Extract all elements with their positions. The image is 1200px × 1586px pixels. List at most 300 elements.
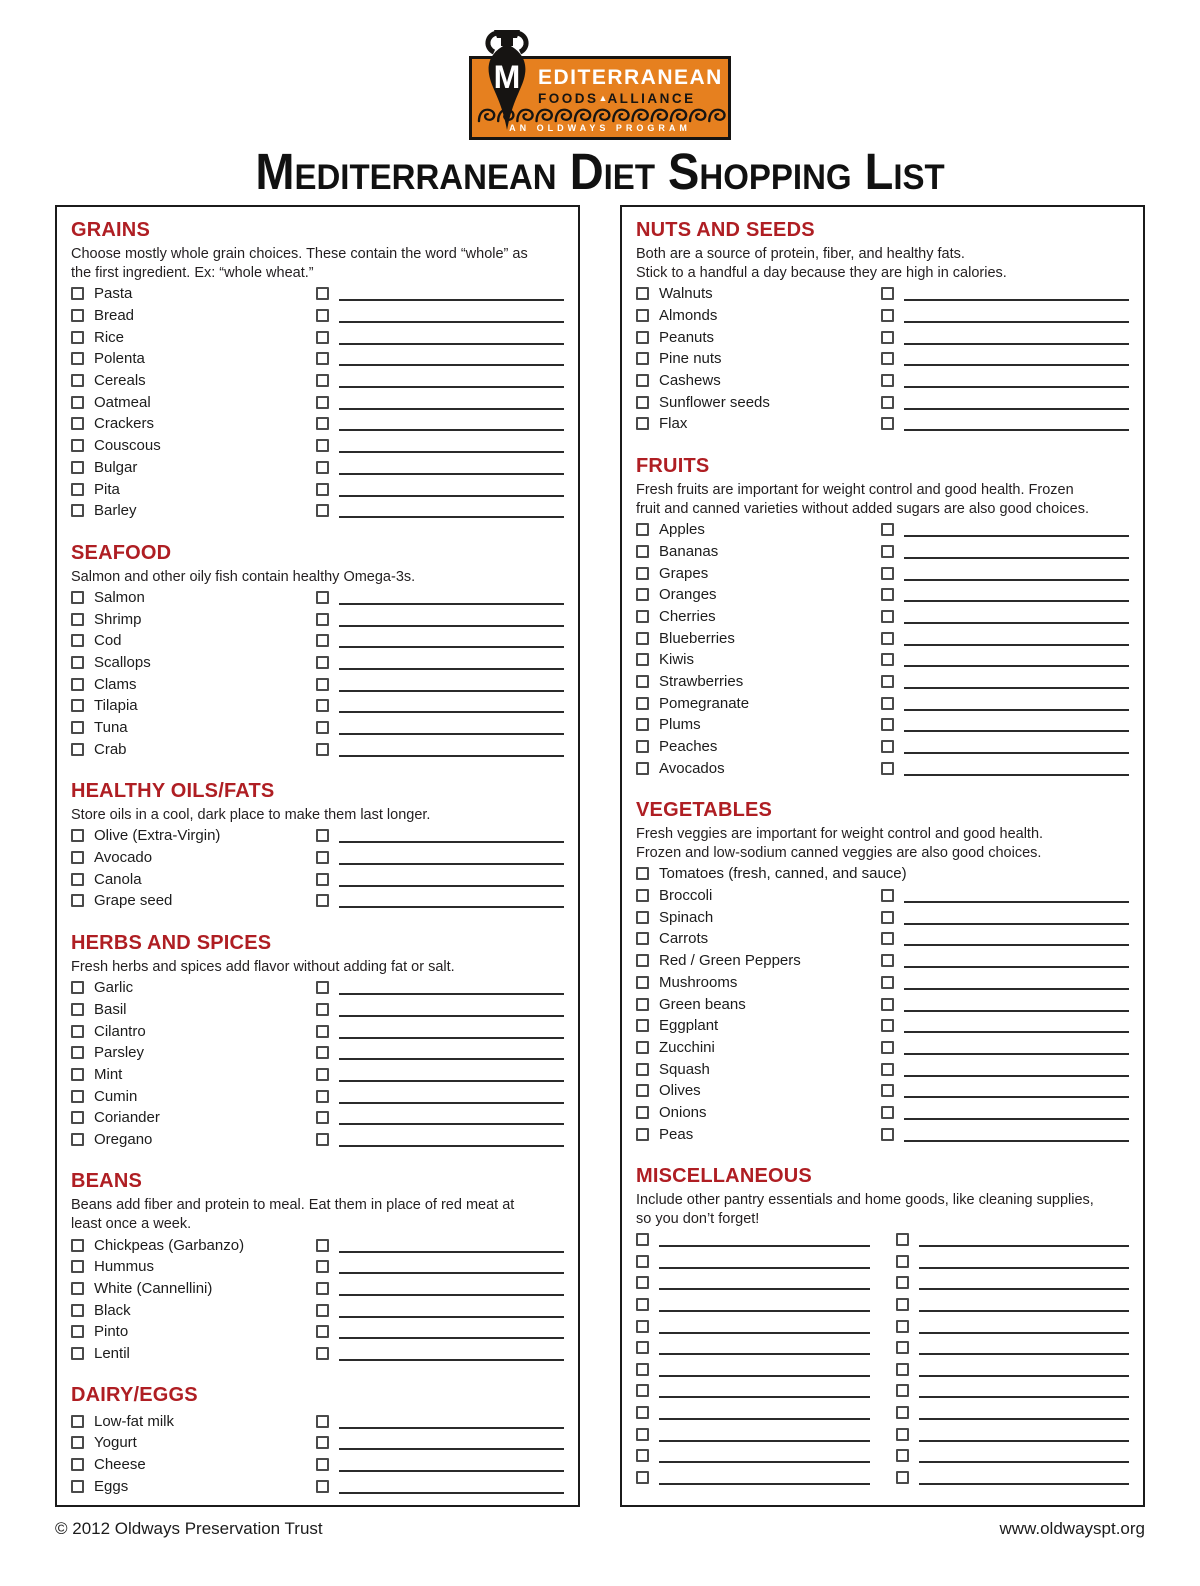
write-in-line[interactable] xyxy=(904,395,1129,410)
checkbox[interactable] xyxy=(896,1384,909,1397)
checkbox[interactable] xyxy=(636,1255,649,1268)
checkbox[interactable] xyxy=(636,1063,649,1076)
checkbox[interactable] xyxy=(881,632,894,645)
checkbox[interactable] xyxy=(881,697,894,710)
checkbox[interactable] xyxy=(316,504,329,517)
write-in-line[interactable] xyxy=(339,1435,564,1450)
checkbox[interactable] xyxy=(71,1239,84,1252)
write-in-line[interactable] xyxy=(339,395,564,410)
write-in-line[interactable] xyxy=(339,1132,564,1147)
write-in-line[interactable] xyxy=(659,1427,870,1442)
write-in-line[interactable] xyxy=(904,910,1129,925)
checkbox[interactable] xyxy=(316,613,329,626)
checkbox[interactable] xyxy=(71,374,84,387)
write-in-line[interactable] xyxy=(904,286,1129,301)
item-label: Couscous xyxy=(94,437,161,455)
checkbox[interactable] xyxy=(71,1133,84,1146)
write-in-line[interactable] xyxy=(904,888,1129,903)
checkbox[interactable] xyxy=(636,889,649,902)
write-in-line[interactable] xyxy=(339,893,564,908)
write-in-line[interactable] xyxy=(339,612,564,627)
checkbox[interactable] xyxy=(636,1106,649,1119)
blank-checklist-cell xyxy=(636,1470,870,1485)
section-herbs-and-spices xyxy=(71,931,564,1151)
checkbox[interactable] xyxy=(71,634,84,647)
item-label: Basil xyxy=(94,1000,127,1018)
write-in-line[interactable] xyxy=(919,1297,1130,1312)
checkbox[interactable] xyxy=(636,911,649,924)
write-in-line[interactable] xyxy=(904,1083,1129,1098)
write-in-line[interactable] xyxy=(659,1405,870,1420)
checkbox[interactable] xyxy=(316,1347,329,1360)
checkbox[interactable] xyxy=(636,352,649,365)
checkbox[interactable] xyxy=(316,1090,329,1103)
checkbox[interactable] xyxy=(636,1406,649,1419)
checkbox[interactable] xyxy=(896,1233,909,1246)
checkbox[interactable] xyxy=(636,331,649,344)
write-in-line[interactable] xyxy=(659,1232,870,1247)
checkbox[interactable] xyxy=(636,932,649,945)
website-link[interactable]: www.oldwayspt.org xyxy=(999,1519,1145,1538)
checkbox[interactable] xyxy=(71,981,84,994)
checkbox[interactable] xyxy=(636,1363,649,1376)
write-in-line[interactable] xyxy=(339,828,564,843)
checkbox[interactable] xyxy=(71,461,84,474)
write-in-line[interactable] xyxy=(904,416,1129,431)
checkbox[interactable] xyxy=(71,1304,84,1317)
write-in-line[interactable] xyxy=(339,655,564,670)
item-label: Bread xyxy=(94,307,135,325)
checkbox[interactable] xyxy=(881,911,894,924)
checkbox[interactable] xyxy=(896,1320,909,1333)
checkbox[interactable] xyxy=(636,417,649,430)
write-in-line[interactable] xyxy=(904,566,1129,581)
checkbox[interactable] xyxy=(316,1111,329,1124)
write-in-line[interactable] xyxy=(904,522,1129,537)
checkbox[interactable] xyxy=(636,954,649,967)
write-in-line[interactable] xyxy=(659,1254,870,1269)
checkbox[interactable] xyxy=(71,1480,84,1493)
write-in-line[interactable] xyxy=(904,652,1129,667)
checkbox[interactable] xyxy=(71,352,84,365)
checkbox[interactable] xyxy=(636,1471,649,1484)
write-in-line[interactable] xyxy=(339,1259,564,1274)
checklist-item xyxy=(71,1256,564,1278)
checkbox[interactable] xyxy=(71,1325,84,1338)
write-in-line[interactable] xyxy=(919,1383,1130,1398)
write-in-line[interactable] xyxy=(339,482,564,497)
write-in-line[interactable] xyxy=(904,953,1129,968)
checkbox[interactable] xyxy=(896,1341,909,1354)
checkbox[interactable] xyxy=(881,417,894,430)
write-in-line[interactable] xyxy=(904,761,1129,776)
checklist-item xyxy=(71,1432,564,1454)
write-in-line[interactable] xyxy=(339,416,564,431)
checkbox[interactable] xyxy=(636,567,649,580)
checkbox[interactable] xyxy=(881,1128,894,1141)
write-in-line[interactable] xyxy=(339,1045,564,1060)
checkbox[interactable] xyxy=(636,1084,649,1097)
write-in-line[interactable] xyxy=(919,1448,1130,1463)
checkbox[interactable] xyxy=(316,1458,329,1471)
checkbox[interactable] xyxy=(316,417,329,430)
checkbox[interactable] xyxy=(896,1298,909,1311)
checkbox[interactable] xyxy=(316,439,329,452)
checkbox[interactable] xyxy=(896,1406,909,1419)
checkbox[interactable] xyxy=(881,1019,894,1032)
write-in-line[interactable] xyxy=(904,1018,1129,1033)
checkbox[interactable] xyxy=(881,1041,894,1054)
write-in-line[interactable] xyxy=(339,742,564,757)
write-in-line[interactable] xyxy=(904,739,1129,754)
write-in-line[interactable] xyxy=(339,373,564,388)
checkbox[interactable] xyxy=(636,697,649,710)
checkbox[interactable] xyxy=(896,1449,909,1462)
write-in-line[interactable] xyxy=(659,1383,870,1398)
checkbox[interactable] xyxy=(316,981,329,994)
write-in-line[interactable] xyxy=(339,1110,564,1125)
write-in-line[interactable] xyxy=(919,1427,1130,1442)
checkbox[interactable] xyxy=(636,588,649,601)
checkbox[interactable] xyxy=(316,721,329,734)
checkbox[interactable] xyxy=(316,1133,329,1146)
checkbox[interactable] xyxy=(71,1025,84,1038)
checkbox[interactable] xyxy=(71,1090,84,1103)
checkbox[interactable] xyxy=(71,309,84,322)
checkbox[interactable] xyxy=(881,545,894,558)
checkbox[interactable] xyxy=(316,1436,329,1449)
checkbox[interactable] xyxy=(881,352,894,365)
write-in-line[interactable] xyxy=(919,1319,1130,1334)
write-in-line[interactable] xyxy=(339,1067,564,1082)
checkbox[interactable] xyxy=(636,1384,649,1397)
checkbox[interactable] xyxy=(316,743,329,756)
checkbox[interactable] xyxy=(636,867,649,880)
checkbox[interactable] xyxy=(316,461,329,474)
write-in-line[interactable] xyxy=(919,1275,1130,1290)
write-in-line[interactable] xyxy=(339,330,564,345)
write-in-line[interactable] xyxy=(339,1303,564,1318)
item-label: Cereals xyxy=(94,372,146,390)
write-in-line[interactable] xyxy=(904,1062,1129,1077)
write-in-line[interactable] xyxy=(339,1002,564,1017)
write-in-line[interactable] xyxy=(904,1040,1129,1055)
checkbox[interactable] xyxy=(881,889,894,902)
checkbox[interactable] xyxy=(881,762,894,775)
checkbox[interactable] xyxy=(316,873,329,886)
checkbox[interactable] xyxy=(316,699,329,712)
blank-checklist-cell xyxy=(636,1297,870,1312)
checkbox[interactable] xyxy=(636,309,649,322)
write-in-line[interactable] xyxy=(339,351,564,366)
checkbox[interactable] xyxy=(881,932,894,945)
item-label: Cheese xyxy=(94,1456,146,1474)
checkbox[interactable] xyxy=(316,1260,329,1273)
checklist-item xyxy=(71,457,564,479)
write-in-line[interactable] xyxy=(659,1340,870,1355)
write-in-line[interactable] xyxy=(339,698,564,713)
checkbox[interactable] xyxy=(636,1449,649,1462)
checkbox[interactable] xyxy=(896,1471,909,1484)
checkbox[interactable] xyxy=(71,1046,84,1059)
write-in-line[interactable] xyxy=(659,1470,870,1485)
checklist-item xyxy=(71,977,564,999)
write-in-line[interactable] xyxy=(659,1275,870,1290)
checkbox[interactable] xyxy=(636,1276,649,1289)
blank-checklist-row xyxy=(636,1337,1129,1359)
checkbox[interactable] xyxy=(636,1428,649,1441)
write-in-line[interactable] xyxy=(904,587,1129,602)
item-label: Polenta xyxy=(94,350,145,368)
checkbox[interactable] xyxy=(316,309,329,322)
checkbox[interactable] xyxy=(316,591,329,604)
checkbox[interactable] xyxy=(636,718,649,731)
checkbox[interactable] xyxy=(636,675,649,688)
checkbox[interactable] xyxy=(316,1325,329,1338)
checkbox[interactable] xyxy=(71,873,84,886)
item-label: Peaches xyxy=(659,738,718,756)
write-in-line[interactable] xyxy=(339,308,564,323)
checkbox[interactable] xyxy=(881,954,894,967)
checkbox[interactable] xyxy=(316,1025,329,1038)
checkbox[interactable] xyxy=(636,287,649,300)
checkbox[interactable] xyxy=(316,894,329,907)
checkbox[interactable] xyxy=(316,1282,329,1295)
checkbox[interactable] xyxy=(316,374,329,387)
checkbox[interactable] xyxy=(71,1282,84,1295)
write-in-line[interactable] xyxy=(904,631,1129,646)
checkbox[interactable] xyxy=(316,396,329,409)
checkbox[interactable] xyxy=(71,613,84,626)
checkbox[interactable] xyxy=(71,1415,84,1428)
checkbox[interactable] xyxy=(71,439,84,452)
checkbox[interactable] xyxy=(71,1003,84,1016)
write-in-line[interactable] xyxy=(919,1405,1130,1420)
write-in-line[interactable] xyxy=(339,590,564,605)
checkbox[interactable] xyxy=(316,331,329,344)
checkbox[interactable] xyxy=(881,374,894,387)
write-in-line[interactable] xyxy=(339,1281,564,1296)
checkbox[interactable] xyxy=(71,678,84,691)
write-in-line[interactable] xyxy=(339,872,564,887)
checkbox[interactable] xyxy=(881,287,894,300)
checkbox[interactable] xyxy=(71,1111,84,1124)
write-in-line[interactable] xyxy=(659,1448,870,1463)
checkbox[interactable] xyxy=(636,523,649,536)
write-in-line[interactable] xyxy=(904,308,1129,323)
checkbox[interactable] xyxy=(636,1019,649,1032)
checkbox[interactable] xyxy=(71,396,84,409)
checkbox[interactable] xyxy=(71,656,84,669)
checklist-item xyxy=(71,1107,564,1129)
write-in-line[interactable] xyxy=(919,1340,1130,1355)
blank-checklist-cell xyxy=(896,1275,1130,1290)
blank-checklist-cell xyxy=(636,1405,870,1420)
write-in-line[interactable] xyxy=(904,1127,1129,1142)
checklist-item xyxy=(71,999,564,1021)
checklist-item xyxy=(71,1299,564,1321)
checkbox[interactable] xyxy=(896,1363,909,1376)
item-label: Lentil xyxy=(94,1345,130,1363)
write-in-line[interactable] xyxy=(339,633,564,648)
checkbox[interactable] xyxy=(636,1298,649,1311)
write-in-line[interactable] xyxy=(919,1362,1130,1377)
write-in-line[interactable] xyxy=(904,931,1129,946)
checkbox[interactable] xyxy=(881,331,894,344)
checkbox[interactable] xyxy=(636,396,649,409)
write-in-line[interactable] xyxy=(339,1346,564,1361)
checkbox[interactable] xyxy=(881,610,894,623)
write-in-line[interactable] xyxy=(904,544,1129,559)
write-in-line[interactable] xyxy=(339,503,564,518)
checkbox[interactable] xyxy=(896,1428,909,1441)
checkbox[interactable] xyxy=(881,998,894,1011)
checkbox[interactable] xyxy=(881,1063,894,1076)
checkbox[interactable] xyxy=(71,1436,84,1449)
write-in-line[interactable] xyxy=(339,850,564,865)
checkbox[interactable] xyxy=(881,396,894,409)
checklist-item xyxy=(71,738,564,760)
item-label: Olive (Extra-Virgin) xyxy=(94,827,221,845)
checkbox[interactable] xyxy=(316,1480,329,1493)
checkbox[interactable] xyxy=(316,851,329,864)
checkbox[interactable] xyxy=(71,1458,84,1471)
write-in-line[interactable] xyxy=(904,330,1129,345)
write-in-line[interactable] xyxy=(919,1232,1130,1247)
write-in-line[interactable] xyxy=(339,1414,564,1429)
checkbox[interactable] xyxy=(881,1106,894,1119)
write-in-line[interactable] xyxy=(919,1254,1130,1269)
checkbox[interactable] xyxy=(896,1276,909,1289)
checkbox[interactable] xyxy=(71,417,84,430)
checkbox[interactable] xyxy=(636,610,649,623)
checkbox[interactable] xyxy=(636,1233,649,1246)
checkbox[interactable] xyxy=(316,1304,329,1317)
checkbox[interactable] xyxy=(881,653,894,666)
write-in-line[interactable] xyxy=(904,674,1129,689)
write-in-line[interactable] xyxy=(339,438,564,453)
checkbox[interactable] xyxy=(71,1347,84,1360)
item-label: Tilapia xyxy=(94,697,138,715)
checkbox[interactable] xyxy=(71,1068,84,1081)
item-label: Grape seed xyxy=(94,892,173,910)
checkbox[interactable] xyxy=(71,743,84,756)
checkbox[interactable] xyxy=(316,1415,329,1428)
item-label: Mushrooms xyxy=(659,973,738,991)
checkbox[interactable] xyxy=(71,287,84,300)
write-in-line[interactable] xyxy=(339,1024,564,1039)
write-in-line[interactable] xyxy=(339,1479,564,1494)
checkbox[interactable] xyxy=(881,567,894,580)
checkbox[interactable] xyxy=(316,352,329,365)
checkbox[interactable] xyxy=(881,588,894,601)
checkbox[interactable] xyxy=(636,653,649,666)
checkbox[interactable] xyxy=(316,1046,329,1059)
write-in-line[interactable] xyxy=(919,1470,1130,1485)
checkbox[interactable] xyxy=(316,634,329,647)
checkbox[interactable] xyxy=(71,851,84,864)
checkbox[interactable] xyxy=(71,699,84,712)
checkbox[interactable] xyxy=(881,523,894,536)
item-label: White (Cannellini) xyxy=(94,1280,213,1298)
write-in-line[interactable] xyxy=(339,980,564,995)
write-in-line[interactable] xyxy=(659,1297,870,1312)
write-in-line[interactable] xyxy=(339,286,564,301)
write-in-line[interactable] xyxy=(904,696,1129,711)
checkbox[interactable] xyxy=(316,829,329,842)
item-label: Pomegranate xyxy=(659,694,750,712)
checkbox[interactable] xyxy=(71,829,84,842)
checkbox[interactable] xyxy=(71,894,84,907)
checkbox[interactable] xyxy=(71,504,84,517)
checkbox[interactable] xyxy=(636,1320,649,1333)
checkbox[interactable] xyxy=(881,675,894,688)
checkbox[interactable] xyxy=(71,1260,84,1273)
checkbox[interactable] xyxy=(881,976,894,989)
checkbox[interactable] xyxy=(636,1041,649,1054)
checkbox[interactable] xyxy=(636,762,649,775)
write-in-line[interactable] xyxy=(659,1362,870,1377)
checkbox[interactable] xyxy=(881,740,894,753)
write-in-line[interactable] xyxy=(904,717,1129,732)
write-in-line[interactable] xyxy=(339,1324,564,1339)
checkbox[interactable] xyxy=(316,287,329,300)
write-in-line[interactable] xyxy=(659,1319,870,1334)
checkbox[interactable] xyxy=(636,1128,649,1141)
amphora-icon xyxy=(477,28,537,136)
write-in-line[interactable] xyxy=(904,609,1129,624)
checkbox[interactable] xyxy=(881,1084,894,1097)
checkbox[interactable] xyxy=(316,656,329,669)
write-in-line[interactable] xyxy=(339,1089,564,1104)
checkbox[interactable] xyxy=(71,591,84,604)
write-in-line[interactable] xyxy=(904,1105,1129,1120)
blank-checklist-cell xyxy=(896,1254,1130,1269)
checkbox[interactable] xyxy=(316,483,329,496)
write-in-line[interactable] xyxy=(904,997,1129,1012)
checkbox[interactable] xyxy=(316,1003,329,1016)
checkbox[interactable] xyxy=(636,1341,649,1354)
write-in-line[interactable] xyxy=(904,373,1129,388)
section-heading: DAIRY/EGGS xyxy=(71,1384,198,1407)
write-in-line[interactable] xyxy=(339,720,564,735)
checkbox[interactable] xyxy=(636,998,649,1011)
write-in-line[interactable] xyxy=(904,351,1129,366)
checkbox[interactable] xyxy=(881,309,894,322)
checkbox[interactable] xyxy=(636,374,649,387)
write-in-line[interactable] xyxy=(339,460,564,475)
checkbox[interactable] xyxy=(636,545,649,558)
checklist-item xyxy=(71,868,564,890)
checkbox[interactable] xyxy=(881,718,894,731)
checkbox[interactable] xyxy=(636,740,649,753)
section-description: least once a week. xyxy=(71,1216,192,1233)
checkbox[interactable] xyxy=(316,1239,329,1252)
write-in-line[interactable] xyxy=(339,1238,564,1253)
checkbox[interactable] xyxy=(636,632,649,645)
checkbox[interactable] xyxy=(316,1068,329,1081)
write-in-line[interactable] xyxy=(339,1457,564,1472)
checkbox[interactable] xyxy=(71,331,84,344)
checklist-item xyxy=(71,695,564,717)
checkbox[interactable] xyxy=(636,976,649,989)
checkbox[interactable] xyxy=(71,483,84,496)
write-in-line[interactable] xyxy=(904,975,1129,990)
checkbox[interactable] xyxy=(896,1255,909,1268)
checkbox[interactable] xyxy=(316,678,329,691)
write-in-line[interactable] xyxy=(339,677,564,692)
checkbox[interactable] xyxy=(71,721,84,734)
